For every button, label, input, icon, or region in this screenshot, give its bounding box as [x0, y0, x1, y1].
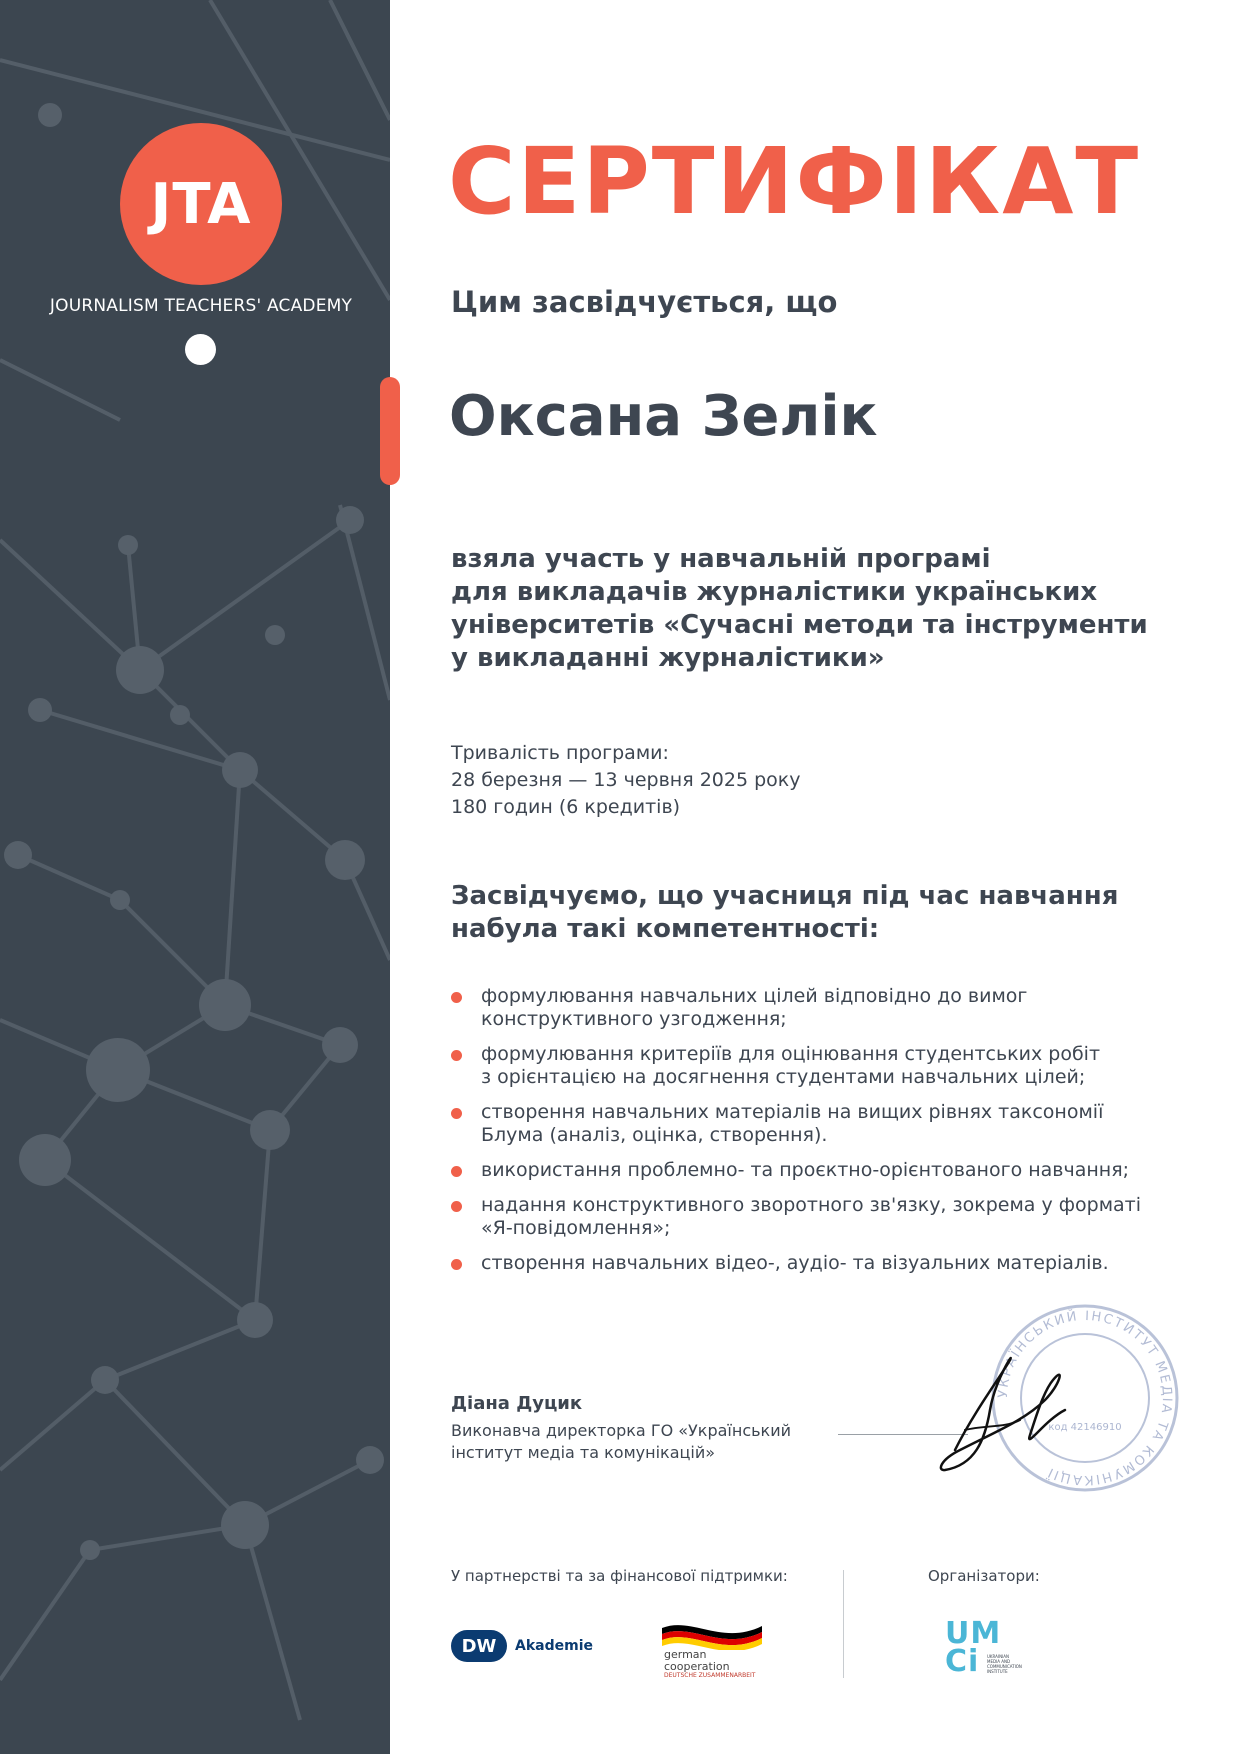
sidebar-panel: [0, 0, 390, 1754]
duration-dates: 28 березня — 13 червня 2025 року: [451, 769, 801, 791]
program-line: взяла участь у навчальній програмі: [451, 544, 991, 574]
list-item-line: формулювання навчальних цілей відповідно до вимог: [481, 985, 1028, 1007]
program-line: для викладачів журналістики українських: [451, 577, 1098, 607]
handwritten-signature-icon: [935, 1340, 1075, 1480]
list-item-line: «Я-повідомлення»;: [481, 1217, 671, 1239]
signer-role-line: Виконавча директорка ГО «Український: [451, 1421, 792, 1440]
competencies-heading-line: набула такі компетентності:: [451, 914, 880, 944]
duration-label: Тривалість програми:: [451, 742, 669, 764]
competencies-list: [451, 985, 1171, 1287]
signer-role: [451, 1420, 791, 1464]
partners-label: У партнерстві та за фінансової підтримки:: [451, 1567, 788, 1585]
umci-logo-small-text: [987, 1654, 1022, 1674]
bullet-icon: [451, 1166, 462, 1177]
program-line: університетів «Сучасні методи та інструменти: [451, 610, 1148, 640]
umci-small-line: MEDIA AND: [987, 1659, 1011, 1664]
list-item-line: створення навчальних матеріалів на вищих рівнях таксономії: [481, 1101, 1104, 1123]
program-line: у викладанні журналістики»: [451, 643, 885, 673]
bullet-icon: [451, 1259, 462, 1270]
program-duration: [451, 740, 801, 821]
dw-logo-text: Akademie: [515, 1638, 593, 1654]
list-item: [451, 985, 1171, 1031]
list-item: [451, 1252, 1171, 1275]
signer-role-line: інститут медіа та комунікацій»: [451, 1443, 716, 1462]
german-flag-swoosh-icon: [662, 1620, 762, 1650]
list-item-line: Блума (аналіз, оцінка, створення).: [481, 1124, 828, 1146]
umci-small-line: INSTITUTE: [987, 1669, 1008, 1674]
list-item: [451, 1159, 1171, 1182]
list-item: [451, 1043, 1171, 1089]
recipient-name: Оксана Зелік: [449, 384, 878, 449]
dw-logo-badge: DW: [451, 1630, 507, 1662]
german-cooperation-line3: DEUTSCHE ZUSAMMENARBEIT: [664, 1672, 756, 1679]
list-item-line: створення навчальних відео-, аудіо- та візуальних матеріалів.: [481, 1252, 1109, 1274]
list-item: [451, 1194, 1171, 1240]
name-accent-bar: [380, 377, 400, 485]
jta-logo-circle: [120, 123, 282, 285]
duration-hours: 180 годин (6 кредитів): [451, 796, 681, 818]
german-cooperation-logo: [662, 1620, 762, 1679]
dw-akademie-logo: [451, 1630, 593, 1662]
bullet-icon: [451, 1050, 462, 1061]
german-cooperation-line2: cooperation: [664, 1660, 730, 1673]
competencies-heading-line: Засвідчуємо, що учасниця під час навчання: [451, 881, 1119, 911]
list-item-line: формулювання критеріїв для оцінювання студентських робіт: [481, 1043, 1101, 1065]
organizers-label: Організатори:: [928, 1567, 1040, 1585]
umci-logo: [945, 1616, 1022, 1679]
bullet-icon: [451, 1201, 462, 1212]
jta-logo-subtitle: JOURNALISM TEACHERS' ACADEMY: [49, 296, 353, 316]
jta-logo-text: JTA: [150, 171, 252, 237]
bullet-icon: [451, 1108, 462, 1119]
competencies-heading: [451, 880, 1118, 946]
signer-name: Діана Дуцик: [451, 1393, 583, 1414]
stamp-code: код 42146910: [1048, 1422, 1122, 1433]
umci-logo-row2: Ci: [945, 1644, 980, 1679]
program-description: [451, 543, 1191, 675]
umci-logo-row1: UM: [945, 1616, 1002, 1651]
umci-small-line: UKRAINIAN: [987, 1654, 1009, 1659]
certificate-intro: Цим засвідчується, що: [451, 285, 838, 319]
umci-small-line: COMMUNICATION: [987, 1664, 1022, 1669]
bullet-icon: [451, 992, 462, 1003]
german-cooperation-line1: german: [664, 1648, 707, 1661]
certificate-title: СЕРТИФІКАТ: [448, 128, 1141, 235]
list-item-line: конструктивного узгодження;: [481, 1008, 787, 1030]
list-item-line: з орієнтацією на досягнення студентами навчальних цілей;: [481, 1066, 1086, 1088]
stamp-ring-text: УКРАЇНСЬКИЙ ІНСТИТУТ МЕДІА ТА КОМУНІКАЦІЇ: [995, 1308, 1175, 1488]
footer-divider: [843, 1570, 844, 1678]
logo-dot-icon: [185, 334, 216, 365]
list-item: [451, 1101, 1171, 1147]
list-item-line: використання проблемно- та проєктно-орієнтованого навчання;: [481, 1159, 1130, 1181]
list-item-line: надання конструктивного зворотного зв'язку, зокрема у форматі: [481, 1194, 1142, 1216]
